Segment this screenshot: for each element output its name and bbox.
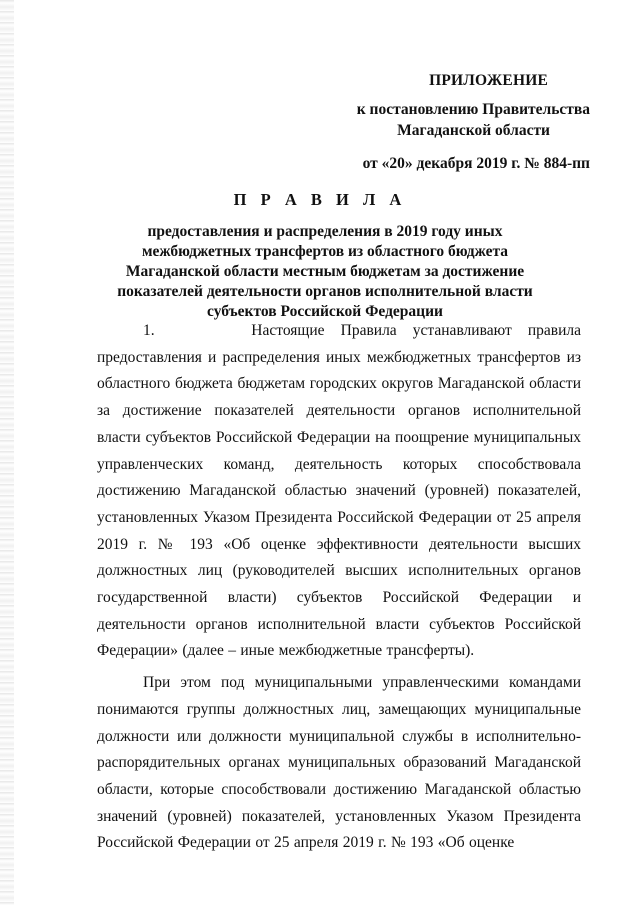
scan-edge-shading <box>0 0 14 905</box>
rules-subtitle: предоставления и распределения в 2019 году иных межбюджетных трансфертов из областного бюджета Магаданской области местным бюджетам за достижение показателей деятельности органов исполнительной власти субъектов Российской Федерации <box>117 223 533 320</box>
paragraph-1: 1. Настоящие Правила устанавливают правила предоставления и распределения иных межбюджетных трансфертов из областного бюджета бюджетам городских округов Магаданской области за достижение показателей деятельности органов исполнительной власти субъектов Российской Федерации на поощрение муниципальных управленческих команд, деятельность которых способствовала достижению Магаданской областью значений (уровней) показателей, установленных Указом Президента Российской Федерации от 25 апреля 2019 г. № 193 «Об оценке эффективности деятельности высших должностных лиц (руководителей высших исполнительных органов государственной власти) субъектов Российской Федерации и деятельности органов исполнительной власти субъектов Российской Федерации» (далее – иные межбюджетные трансферты). <box>97 322 581 660</box>
appendix-reference-line1: к постановлению Правительства <box>356 101 590 118</box>
paragraph-2: При этом под муниципальными управленческими командами понимаются группы должностных лиц, замещающих муниципальные должности или должности муниципальной службы в исполнительно-распорядительных органах муниципальных образований Магаданской области, которые способствовали достижению Магаданской областью значений (уровней) показателей, установленных Указом Президента Российской Федерации от 25 апреля 2019 г. № 193 «Об оценке <box>97 674 581 852</box>
appendix-block <box>330 70 590 174</box>
appendix-reference-line2: Магаданской области <box>397 122 550 139</box>
appendix-title: ПРИЛОЖЕНИЕ <box>429 72 548 89</box>
appendix-date: от «20» декабря 2019 г. № 884-пп <box>362 155 590 172</box>
document-body <box>97 318 581 857</box>
rules-heading: П Р А В И Л А <box>233 190 407 209</box>
